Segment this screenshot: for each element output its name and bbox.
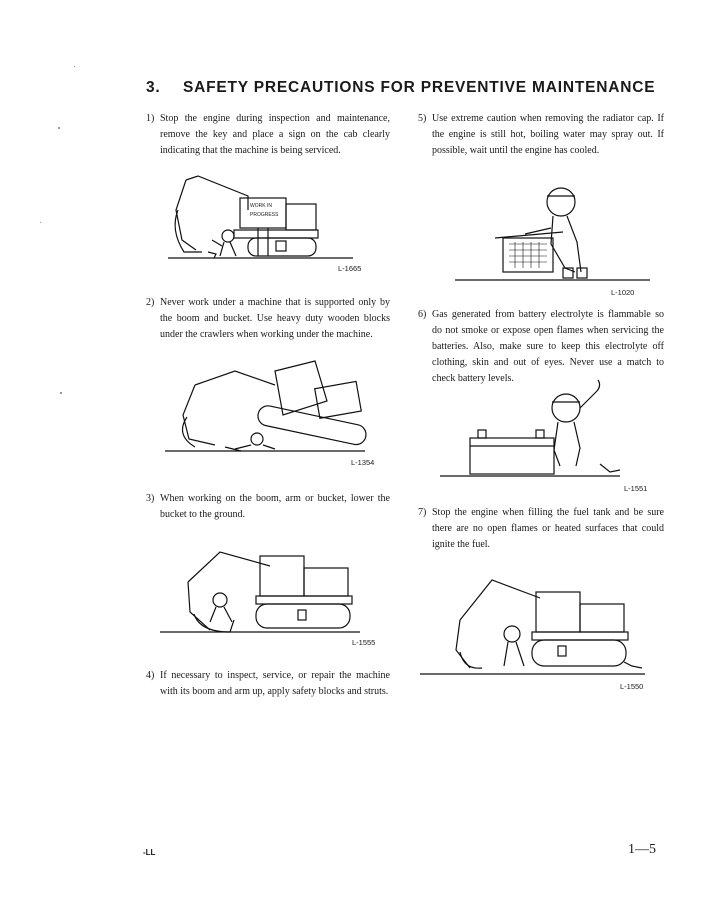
- precaution-item-5: [418, 111, 664, 159]
- item-text: If necessary to inspect, service, or repair the machine with its boom and arm up, apply safety blocks and struts.: [160, 670, 390, 697]
- page-number: 1—5: [628, 842, 656, 857]
- figure-under-machine: [165, 355, 395, 470]
- page-title: [146, 79, 666, 97]
- item-number: 4): [146, 670, 155, 681]
- item-text: When working on the boom, arm or bucket, lower the bucket to the ground.: [160, 493, 390, 520]
- figure-label: L-1020: [611, 288, 635, 297]
- precaution-item-6: [418, 307, 664, 387]
- figure-label: L-1354: [351, 458, 375, 467]
- item-number: 5): [418, 113, 427, 124]
- item-text: Gas generated from battery electrolyte is flammable so do not smoke or expose open flames when servicing the batteries. Also, make sure to keep this electrolyte off clothing, skin and out of eyes. Never use a match to check battery levels.: [432, 309, 664, 384]
- sign-text-line2: PROGRESS: [250, 212, 279, 218]
- figure-battery-flammable: [440, 378, 655, 498]
- item-text: Never work under a machine that is supported only by the boom and bucket. Use heavy duty wooden blocks under the crawlers when working under the machine.: [160, 297, 390, 340]
- precaution-item-4: [146, 668, 390, 700]
- precaution-item-1: [146, 111, 390, 159]
- item-number: 1): [146, 113, 155, 124]
- item-number: 6): [418, 309, 427, 320]
- item-text: Stop the engine during inspection and maintenance, remove the key and place a sign on the cab clearly indicating that the machine is being serviced.: [160, 113, 390, 156]
- figure-label: L-1551: [624, 484, 648, 493]
- battery-worker-illustration: [440, 378, 655, 498]
- item-number: 2): [146, 297, 155, 308]
- excavator-refuel-illustration: [420, 570, 660, 695]
- figure-label: L-1550: [620, 682, 644, 691]
- item-text: Stop the engine when filling the fuel tank and be sure there are no open flames or heated surfaces that could ignite the fuel.: [432, 507, 664, 550]
- excavator-raised-illustration: [165, 355, 395, 470]
- precaution-item-7: [418, 505, 664, 553]
- radiator-worker-illustration: [455, 172, 655, 302]
- section-title: SAFETY PRECAUTIONS FOR PREVENTIVE MAINTENANCE: [183, 79, 656, 96]
- figure-fuel-tank: [420, 570, 660, 695]
- section-number: 3.: [146, 79, 161, 96]
- precaution-item-3: [146, 491, 390, 523]
- figure-label: L-1665: [338, 264, 362, 273]
- scan-speck: [74, 66, 75, 67]
- figure-radiator-cap: [455, 172, 655, 302]
- figure-work-in-progress: [168, 170, 388, 280]
- figure-label: L-1555: [352, 638, 376, 647]
- item-number: 3): [146, 493, 155, 504]
- footer-code: -LL: [143, 848, 156, 857]
- sign-text-line1: WORK IN: [250, 203, 272, 209]
- item-number: 7): [418, 507, 427, 518]
- scan-speck: [60, 392, 62, 394]
- scan-speck: [40, 222, 41, 223]
- excavator-bucket-illustration: [160, 542, 390, 652]
- scan-speck: [58, 127, 60, 129]
- item-text: Use extreme caution when removing the radiator cap. If the engine is still hot, boiling water may spray out. If possible, wait until the engine has cooled.: [432, 113, 664, 156]
- precaution-item-2: [146, 295, 390, 343]
- figure-bucket-lowered: [160, 542, 390, 652]
